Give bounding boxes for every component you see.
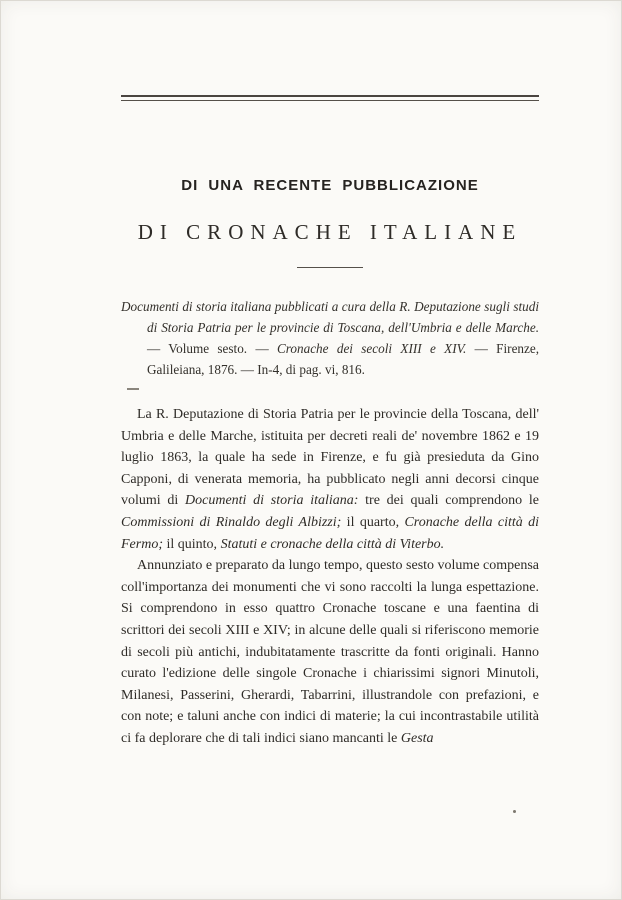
paragraph-2: Annunziato e preparato da lungo tempo, questo sesto volume compensa coll'importanza dei monumenti che vi sono raccolti la lunga espettazione. Si comprendono in esso quattro Cronache toscane e una faentina di scrittori dei secoli XIII e XIV; in alcune delle quali si riferiscono memorie di secoli più antichi, indubitatamente trascritte da fonti originali. Hanno curato l'edizione delle singole Cronache i chiarissimi signori Minutoli, Milanesi, Passerini, Gherardi, Tabarrini, illustrandole con prefazioni, e con note; e taluni anche con indici di materie; la cui incontrastabile utilità ci fa deplorare che di tali indici siano mancanti le Gesta	[121, 558, 540, 746]
bibliographic-citation: Documenti di storia italiana pubblicati a cura della R. Deputazione sugli studi di Storia Patria per le provincie di Toscana, dell'Umbria e delle Marche. — Volume sesto. — Cronache dei secoli XIII e XIV. — Firenze, Galileiana, 1876. — In-4, di pag. vi, 816.	[121, 299, 540, 377]
article-subtitle: DI CRONACHE ITALIANE	[137, 220, 523, 244]
article-body	[121, 404, 539, 750]
header-double-rule	[121, 95, 539, 101]
title-divider-rule	[297, 267, 363, 268]
scan-mark-dash	[127, 388, 139, 390]
paragraph-1: La R. Deputazione di Storia Patria per le provincie della Toscana, dell' Umbria e delle Marche, istituita per decreti reali de' novembre 1862 e 19 luglio 1863, la quale ha sede in Firenze, e fu già presieduta da Gino Capponi, di venerata memoria, ha pubblicato negli anni decorsi cinque volumi di Documenti di storia italiana: tre dei quali comprendono le Commissioni di Rinaldo degli Albizzi; il quarto, Cronache della città di Fermo; il quinto, Statuti e cronache della città di Viterbo.	[121, 407, 539, 552]
scan-mark-dot	[513, 810, 516, 813]
article-title: DI UNA RECENTE PUBBLICAZIONE	[181, 177, 479, 194]
text-block	[121, 1, 539, 750]
